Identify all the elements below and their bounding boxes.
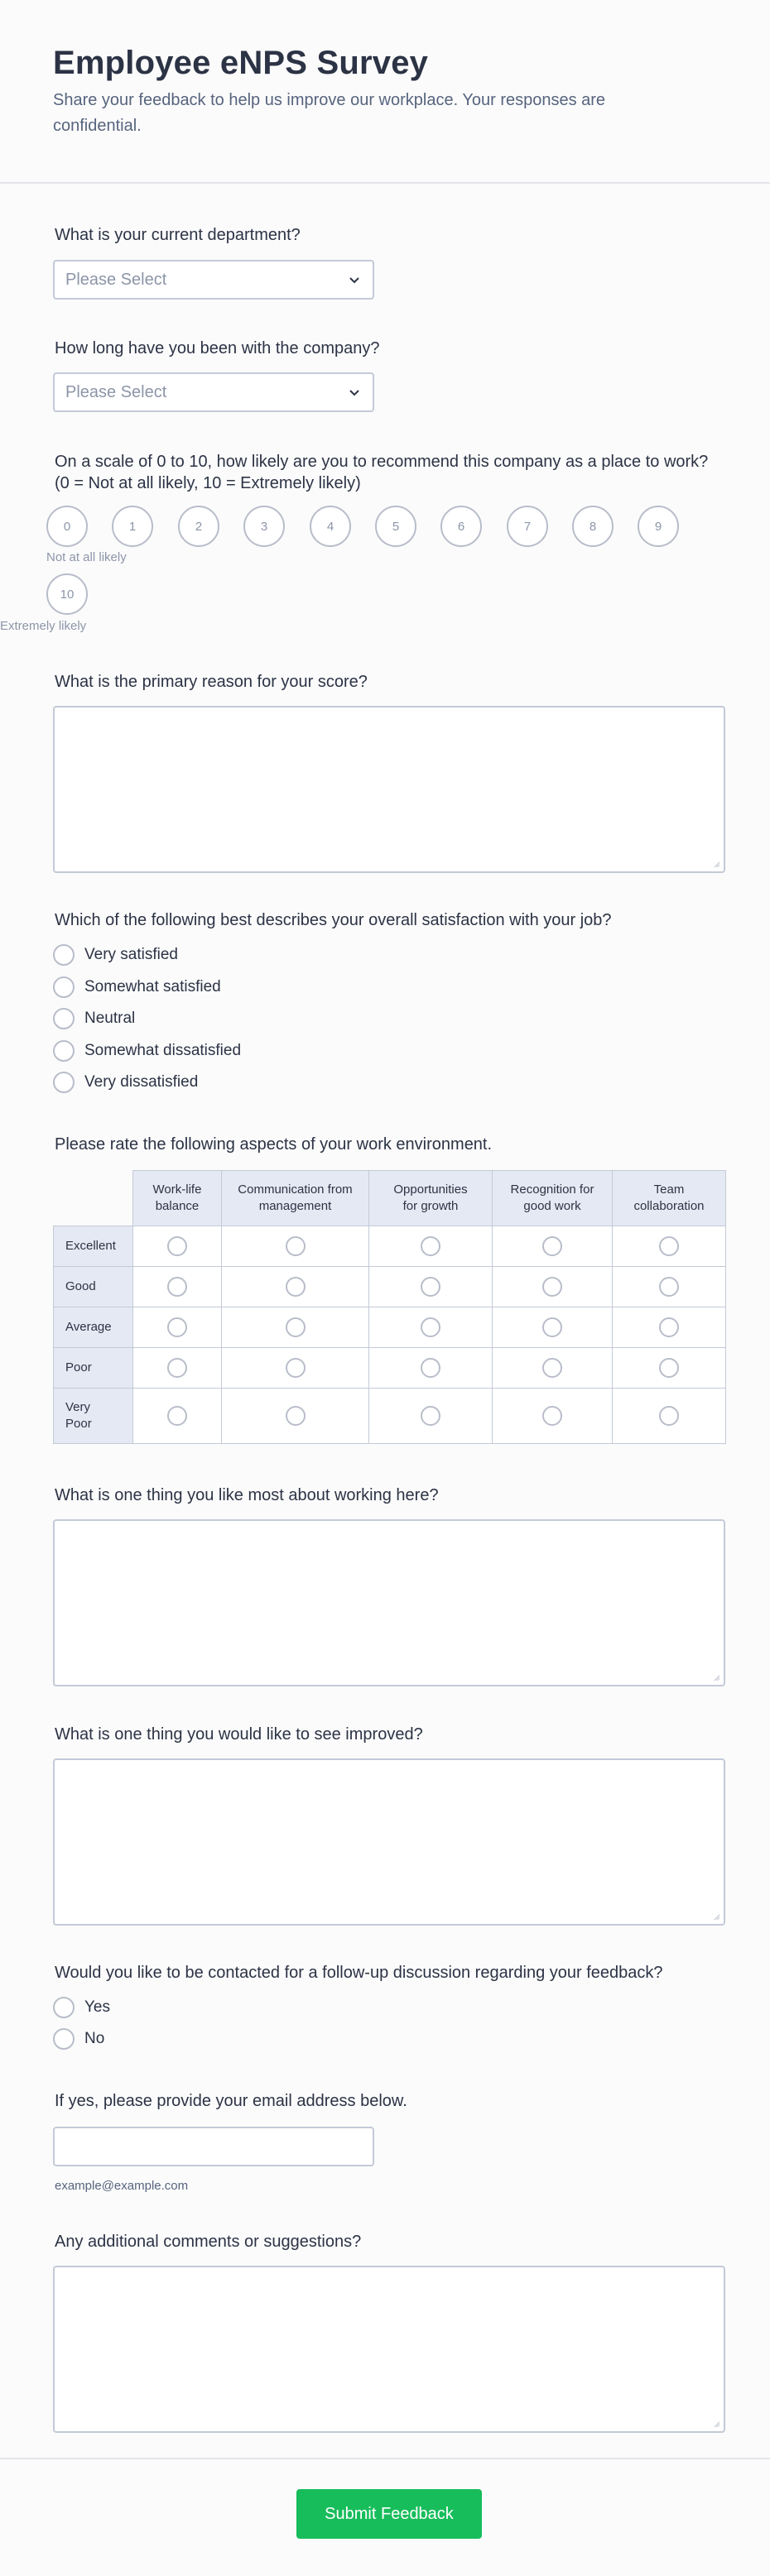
radio-button[interactable] [53, 976, 75, 998]
matrix-row-header [54, 1389, 133, 1444]
radio-button[interactable] [421, 1317, 440, 1337]
matrix-cell[interactable] [133, 1389, 222, 1444]
matrix-row-label: Very Poor [65, 1400, 92, 1431]
radio-button[interactable] [286, 1358, 306, 1378]
radio-button[interactable] [286, 1406, 306, 1426]
followup-option-label: No [84, 2030, 105, 2047]
matrix-column-header [613, 1171, 726, 1226]
matrix-cell[interactable] [222, 1307, 369, 1348]
form-title: Employee eNPS Survey [53, 45, 429, 81]
scale-option-7[interactable]: 7 [507, 506, 548, 547]
matrix-cell[interactable] [222, 1389, 369, 1444]
matrix-cell[interactable] [493, 1267, 613, 1307]
matrix-cell[interactable] [222, 1267, 369, 1307]
radio-button[interactable] [542, 1277, 562, 1297]
matrix-cell[interactable] [369, 1226, 493, 1267]
radio-button[interactable] [53, 2028, 75, 2050]
improve-textarea[interactable] [53, 1758, 725, 1926]
scale-high-caption: Extremely likely [0, 619, 87, 633]
radio-button[interactable] [53, 944, 75, 966]
resize-grip-icon[interactable] [712, 1673, 720, 1681]
matrix-cell[interactable] [369, 1267, 493, 1307]
radio-button[interactable] [542, 1358, 562, 1378]
satisfaction-option-label: Somewhat satisfied [84, 978, 221, 995]
improve-question-label: What is one thing you would like to see improved? [55, 1725, 423, 1744]
satisfaction-option[interactable] [53, 976, 221, 999]
satisfaction-option-label: Very satisfied [84, 946, 178, 963]
matrix-column-label: Opportunities for growth [393, 1182, 468, 1213]
radio-button[interactable] [659, 1277, 679, 1297]
radio-button[interactable] [167, 1406, 187, 1426]
email-sublabel: example@example.com [55, 2179, 189, 2193]
radio-button[interactable] [286, 1277, 306, 1297]
radio-button[interactable] [167, 1236, 187, 1256]
matrix-column-header [369, 1171, 493, 1226]
scale-option-5[interactable]: 5 [375, 506, 416, 547]
followup-option-label: Yes [84, 1998, 110, 2016]
radio-button[interactable] [53, 1008, 75, 1029]
like-question-label: What is one thing you like most about working here? [55, 1486, 439, 1504]
matrix-column-header [133, 1171, 222, 1226]
matrix-cell[interactable] [613, 1267, 726, 1307]
scale-option-10[interactable]: 10 [46, 573, 88, 615]
submit-button[interactable]: Submit Feedback [296, 2489, 482, 2539]
radio-button[interactable] [286, 1236, 306, 1256]
followup-option-no[interactable] [53, 2027, 104, 2051]
like-textarea[interactable] [53, 1519, 725, 1686]
radio-button[interactable] [421, 1277, 440, 1297]
scale-option-3[interactable]: 3 [243, 506, 285, 547]
satisfaction-question-label: Which of the following best describes your overall satisfaction with your job? [55, 911, 612, 929]
matrix-corner [54, 1171, 133, 1226]
radio-button[interactable] [167, 1277, 187, 1297]
form-header [0, 0, 770, 184]
matrix-cell[interactable] [133, 1267, 222, 1307]
matrix-column-header [222, 1171, 369, 1226]
scale-option-9[interactable]: 9 [638, 506, 679, 547]
radio-button[interactable] [53, 1072, 75, 1093]
matrix-column-header [493, 1171, 613, 1226]
resize-grip-icon[interactable] [712, 860, 720, 868]
radio-button[interactable] [542, 1317, 562, 1337]
radio-button[interactable] [542, 1236, 562, 1256]
scale-low-caption: Not at all likely [46, 550, 127, 564]
matrix-cell[interactable] [493, 1389, 613, 1444]
matrix-cell[interactable] [369, 1307, 493, 1348]
matrix-cell[interactable] [613, 1348, 726, 1389]
satisfaction-option[interactable] [53, 943, 178, 967]
radio-button[interactable] [421, 1236, 440, 1256]
matrix-cell[interactable] [613, 1307, 726, 1348]
comments-textarea[interactable] [53, 2266, 725, 2433]
matrix-row-header: Good [54, 1267, 133, 1307]
rating-matrix [53, 1170, 726, 1444]
scale-option-2[interactable]: 2 [178, 506, 219, 547]
matrix-row-header: Excellent [54, 1226, 133, 1267]
matrix-question-label: Please rate the following aspects of your work environment. [55, 1135, 493, 1154]
scale-option-8[interactable]: 8 [572, 506, 614, 547]
reason-textarea[interactable] [53, 706, 725, 873]
chevron-down-icon [346, 384, 363, 401]
department-select-placeholder: Please Select [65, 271, 167, 289]
department-question-label: What is your current department? [55, 226, 301, 244]
followup-question-label: Would you like to be contacted for a follow-up discussion regarding your feedback? [55, 1964, 663, 1982]
matrix-cell[interactable] [222, 1348, 369, 1389]
radio-button[interactable] [286, 1317, 306, 1337]
tenure-select[interactable] [53, 372, 374, 412]
email-input[interactable] [53, 2127, 374, 2166]
matrix-column-label: Team collaboration [633, 1182, 705, 1213]
satisfaction-option[interactable] [53, 1039, 241, 1063]
radio-button[interactable] [659, 1406, 679, 1426]
matrix-column-label: Work-life balance [152, 1182, 202, 1213]
satisfaction-option-label: Somewhat dissatisfied [84, 1042, 242, 1059]
satisfaction-option[interactable] [53, 1007, 135, 1030]
matrix-cell[interactable] [369, 1348, 493, 1389]
matrix-cell[interactable] [133, 1226, 222, 1267]
radio-button[interactable] [421, 1406, 440, 1426]
resize-grip-icon[interactable] [712, 2420, 720, 2428]
radio-button[interactable] [542, 1406, 562, 1426]
matrix-cell[interactable] [133, 1307, 222, 1348]
form-subtitle: Share your feedback to help us improve our workplace. Your responses are confidential. [53, 91, 606, 135]
matrix-row-header: Poor [54, 1348, 133, 1389]
matrix-row-header: Average [54, 1307, 133, 1348]
satisfaction-option-label: Very dissatisfied [84, 1073, 199, 1091]
scale-option-0[interactable]: 0 [46, 506, 88, 547]
radio-button[interactable] [659, 1317, 679, 1337]
department-select[interactable] [53, 260, 374, 300]
matrix-cell[interactable] [613, 1226, 726, 1267]
matrix-cell[interactable] [133, 1348, 222, 1389]
matrix-cell[interactable] [222, 1226, 369, 1267]
matrix-column-label: Communication from management [238, 1182, 353, 1213]
matrix-cell[interactable] [613, 1389, 726, 1444]
radio-button[interactable] [53, 1997, 75, 2018]
followup-option-yes[interactable] [53, 1996, 110, 2019]
enps-question-label: On a scale of 0 to 10, how likely are you to recommend this company as a place to work? (0 = Not at all likely, 10 = Extremely likely) [55, 453, 709, 492]
comments-question-label: Any additional comments or suggestions? [55, 2233, 362, 2251]
scale-option-4[interactable]: 4 [310, 506, 351, 547]
radio-button[interactable] [659, 1358, 679, 1378]
matrix-cell[interactable] [493, 1348, 613, 1389]
radio-button[interactable] [167, 1358, 187, 1378]
reason-question-label: What is the primary reason for your score? [55, 673, 368, 691]
matrix-cell[interactable] [369, 1389, 493, 1444]
scale-option-1[interactable]: 1 [112, 506, 153, 547]
radio-button[interactable] [659, 1236, 679, 1256]
matrix-cell[interactable] [493, 1226, 613, 1267]
tenure-select-placeholder: Please Select [65, 383, 167, 401]
email-question-label: If yes, please provide your email address below. [55, 2092, 407, 2110]
satisfaction-option[interactable] [53, 1071, 198, 1094]
radio-button[interactable] [421, 1358, 440, 1378]
matrix-cell[interactable] [493, 1307, 613, 1348]
scale-option-6[interactable]: 6 [440, 506, 482, 547]
radio-button[interactable] [167, 1317, 187, 1337]
footer-divider [0, 2458, 770, 2459]
chevron-down-icon [346, 271, 363, 288]
resize-grip-icon[interactable] [712, 1912, 720, 1921]
satisfaction-option-label: Neutral [84, 1010, 136, 1027]
tenure-question-label: How long have you been with the company? [55, 339, 380, 357]
matrix-column-label: Recognition for good work [510, 1182, 594, 1213]
radio-button[interactable] [53, 1040, 75, 1062]
